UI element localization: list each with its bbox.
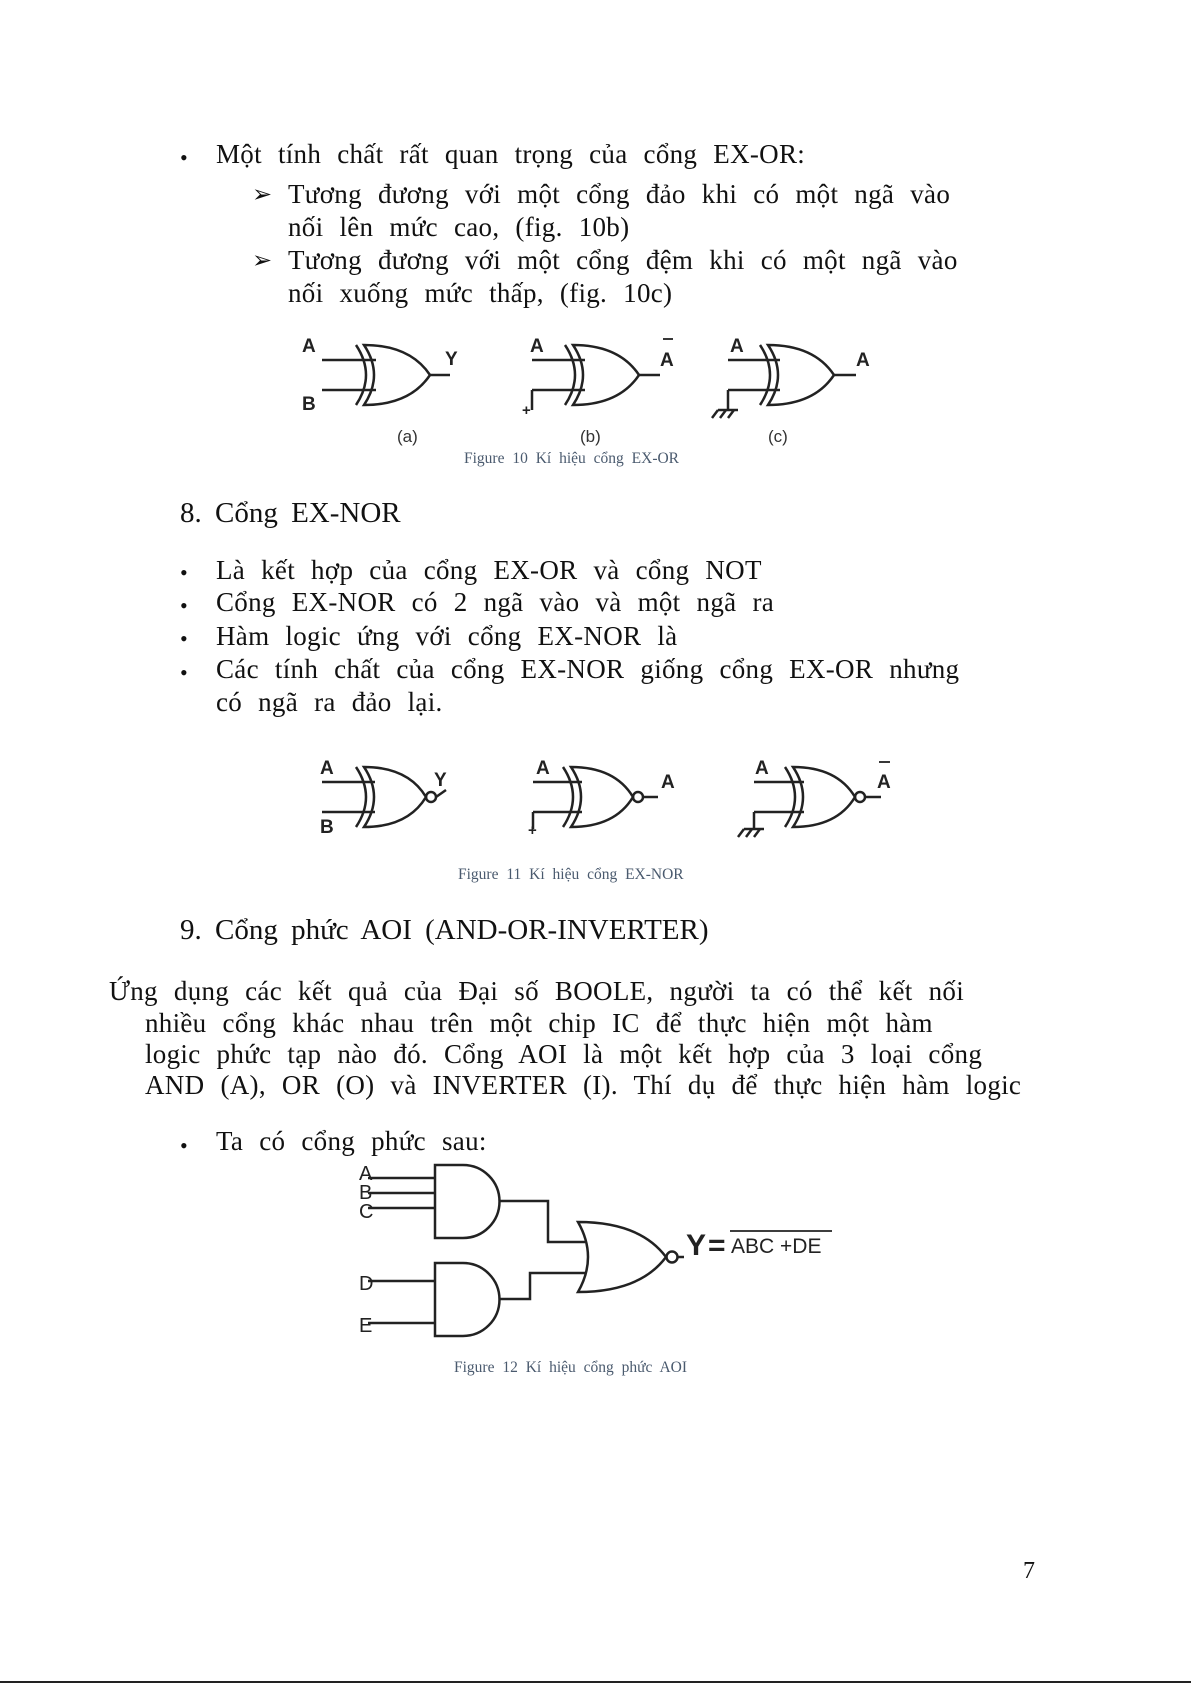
exor-sub1-line1: Tương đương với một cổng đảo khi có một ngã vào — [288, 179, 951, 209]
exnor-bullet-2: Cổng EX-NOR có 2 ngã vào và một ngã ra — [216, 587, 775, 617]
section-8-heading: 8. Cổng EX-NOR — [180, 497, 401, 529]
exor-sub1-line2: nối lên mức cao, (fig. 10b) — [288, 212, 630, 242]
fig10-tag-c: (c) — [768, 427, 788, 446]
fig10-c-in1: A — [730, 336, 744, 357]
bullet-dot: • — [180, 660, 188, 685]
input-d-label: D — [359, 1273, 374, 1295]
aoi-para-line1: Ứng dụng các kết quả của Đại số BOOLE, người ta có thể kết nối — [109, 976, 965, 1006]
bullet-dot: • — [180, 560, 188, 585]
bullet-dot: • — [180, 145, 188, 170]
aoi-bullet: Ta có cổng phức sau: — [216, 1126, 487, 1156]
input-a-label: A — [359, 1163, 373, 1185]
fig11-a-out: Y — [434, 770, 447, 791]
exor-sub2-line2: nối xuống mức thấp, (fig. 10c) — [288, 278, 673, 308]
fig11-c-in1: A — [755, 758, 769, 779]
wiring — [499, 1201, 585, 1299]
bullet-dot: • — [180, 626, 188, 651]
figure-11-exnor-symbols — [318, 757, 918, 852]
exor-sub2-line1: Tương đương với một cổng đệm khi có một ngã vào — [288, 245, 958, 275]
fig11-b-out: A — [661, 772, 675, 793]
exor-property-bullet: Một tính chất rất quan trọng của cổng EX-OR: — [216, 139, 806, 169]
bullet-dot: • — [180, 1133, 188, 1158]
fig10-a-out: Y — [445, 349, 458, 370]
aoi-para-line4: AND (A), OR (O) và INVERTER (I). Thí dụ để thực hiện hàm logic — [145, 1070, 1022, 1100]
figure-12-caption: Figure 12 Kí hiệu cổng phức AOI — [454, 1359, 688, 1376]
bullet-dot: • — [180, 593, 188, 618]
section-9-heading: 9. Cổng phức AOI (AND-OR-INVERTER) — [180, 914, 709, 946]
fig10-a-in1: A — [302, 336, 316, 357]
fig10-tag-b: (b) — [580, 427, 601, 446]
exnor-bullet-3: Hàm logic ứng với cổng EX-NOR là — [216, 621, 678, 651]
exnor-bullet-4-cont: có ngã ra đảo lại. — [216, 687, 443, 717]
aoi-para-line3: logic phức tạp nào đó. Cổng AOI là một kết hợp của 3 loại cổng — [145, 1039, 983, 1069]
figure-12-aoi-circuit — [350, 1160, 850, 1345]
fig11-c-out: A — [877, 772, 891, 793]
output-equals: = — [708, 1229, 726, 1262]
fig11-a-in1: A — [320, 758, 334, 779]
figure-10-caption: Figure 10 Kí hiệu cổng EX-OR — [464, 450, 680, 467]
bottom-rule — [0, 1681, 1191, 1683]
and-gate-top — [368, 1165, 500, 1238]
exnor-bullet-1: Là kết hợp của cổng EX-OR và cổng NOT — [216, 555, 762, 585]
exnor-gate-b — [533, 767, 658, 829]
arrow-bullet-icon: ➢ — [252, 248, 273, 274]
output-y-label: Y — [686, 1229, 707, 1262]
exor-gate-a — [322, 345, 450, 405]
fig10-b-plus: + — [522, 402, 531, 419]
figure-10-exor-symbols — [300, 330, 900, 455]
fig10-tag-a: (a) — [397, 427, 418, 446]
exnor-bullet-4: Các tính chất của cổng EX-NOR giống cổng EX-OR nhưng — [216, 654, 960, 684]
output-expression: ABC +DE — [731, 1235, 822, 1258]
fig11-a-in2: B — [320, 817, 334, 838]
and-gate-bottom — [368, 1263, 499, 1336]
input-c-label: C — [359, 1201, 374, 1223]
input-b-label: B — [359, 1182, 373, 1204]
aoi-para-line2: nhiều cổng khác nhau trên một chip IC để thực hiện một hàm — [145, 1008, 933, 1038]
fig11-b-plus: + — [528, 822, 537, 839]
fig11-b-in1: A — [536, 758, 550, 779]
input-e-label: E — [359, 1315, 373, 1337]
arrow-bullet-icon: ➢ — [252, 182, 273, 208]
fig10-a-in2: B — [302, 394, 316, 415]
page-number: 7 — [1023, 1558, 1035, 1584]
exor-gate-b — [532, 345, 660, 410]
exnor-gate-a — [322, 767, 446, 827]
figure-11-caption: Figure 11 Kí hiệu cổng EX-NOR — [458, 866, 684, 883]
fig10-c-out: A — [856, 350, 870, 371]
fig10-b-in1: A — [530, 336, 544, 357]
fig10-b-out: A — [660, 350, 674, 371]
nor-gate — [578, 1222, 684, 1292]
